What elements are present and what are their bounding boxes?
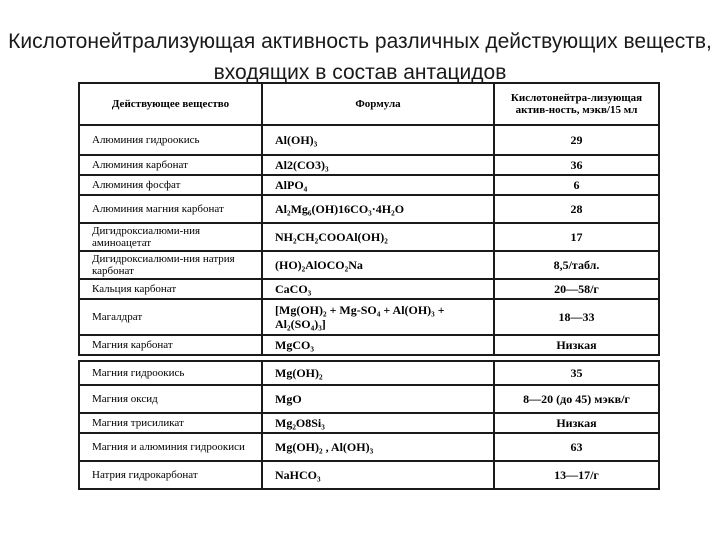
table-row <box>79 155 659 175</box>
cell-substance: Дигидроксиалюми-ния аминоацетат <box>79 223 262 251</box>
cell-substance: Кальция карбонат <box>79 279 262 299</box>
header-substance: Действующее вещество <box>79 83 262 125</box>
cell-activity: 35 <box>494 361 659 385</box>
header-formula: Формула <box>262 83 494 125</box>
cell-substance: Магния и алюминия гидроокиси <box>79 433 262 461</box>
cell-substance: Магния гидроокись <box>79 361 262 385</box>
cell-formula: CaCO₃ <box>262 279 494 299</box>
cell-formula: MgO <box>262 385 494 413</box>
cell-formula: AlPO₄ <box>262 175 494 195</box>
table-row <box>79 125 659 155</box>
cell-activity: 63 <box>494 433 659 461</box>
cell-substance: Алюминия карбонат <box>79 155 262 175</box>
cell-formula: Al₂Mg₆(OH)16CO₃·4H₂O <box>262 195 494 223</box>
antacid-table-container <box>78 82 658 490</box>
cell-formula: Al(OH)₃ <box>262 125 494 155</box>
cell-activity: 13—17/г <box>494 461 659 489</box>
cell-substance: Магния карбонат <box>79 335 262 355</box>
cell-formula: NH₂CH₂COOAl(OH)₂ <box>262 223 494 251</box>
cell-formula: Mg₂O8Si₃ <box>262 413 494 433</box>
cell-activity: 20—58/г <box>494 279 659 299</box>
table-row <box>79 335 659 355</box>
cell-activity: 29 <box>494 125 659 155</box>
cell-substance: Натрия гидрокарбонат <box>79 461 262 489</box>
cell-substance: Магния оксид <box>79 385 262 413</box>
cell-formula: NaHCO₃ <box>262 461 494 489</box>
cell-activity: 17 <box>494 223 659 251</box>
antacid-table <box>78 82 660 490</box>
table-body <box>79 125 659 489</box>
cell-substance: Магалдрат <box>79 299 262 335</box>
header-activity: Кислотонейтра-лизующая актив-ность, мэкв/15 мл <box>494 83 659 125</box>
cell-substance: Алюминия гидроокись <box>79 125 262 155</box>
cell-formula: Al2(CO3)₃ <box>262 155 494 175</box>
table-row <box>79 299 659 335</box>
slide-title: Кислотонейтрализующая активность различных действующих веществ, входящих в состав антацидов <box>8 30 712 84</box>
cell-substance: Алюминия фосфат <box>79 175 262 195</box>
table-row <box>79 461 659 489</box>
cell-substance: Магния трисиликат <box>79 413 262 433</box>
cell-formula: [Mg(OH)₂ + Mg-SO₄ + Al(OH)₃ + Al₂(SO₄)₃] <box>262 299 494 335</box>
cell-activity: 28 <box>494 195 659 223</box>
table-row <box>79 251 659 279</box>
cell-activity: 6 <box>494 175 659 195</box>
table-header-row <box>79 83 659 125</box>
cell-substance: Алюминия магния карбонат <box>79 195 262 223</box>
table-row <box>79 413 659 433</box>
cell-formula: Mg(OH)₂ , Al(OH)₃ <box>262 433 494 461</box>
table-row <box>79 279 659 299</box>
table-row <box>79 433 659 461</box>
table-row <box>79 195 659 223</box>
cell-substance: Дигидроксиалюми-ния натрия карбонат <box>79 251 262 279</box>
cell-formula: Mg(OH)₂ <box>262 361 494 385</box>
cell-formula: (HO)₂AlOCO₂Na <box>262 251 494 279</box>
cell-activity: Низкая <box>494 413 659 433</box>
cell-activity: Низкая <box>494 335 659 355</box>
cell-formula: MgCO₃ <box>262 335 494 355</box>
table-row <box>79 385 659 413</box>
table-row <box>79 361 659 385</box>
cell-activity: 18—33 <box>494 299 659 335</box>
cell-activity: 36 <box>494 155 659 175</box>
cell-activity: 8—20 (до 45) мэкв/г <box>494 385 659 413</box>
table-row <box>79 223 659 251</box>
cell-activity: 8,5/табл. <box>494 251 659 279</box>
table-row <box>79 175 659 195</box>
